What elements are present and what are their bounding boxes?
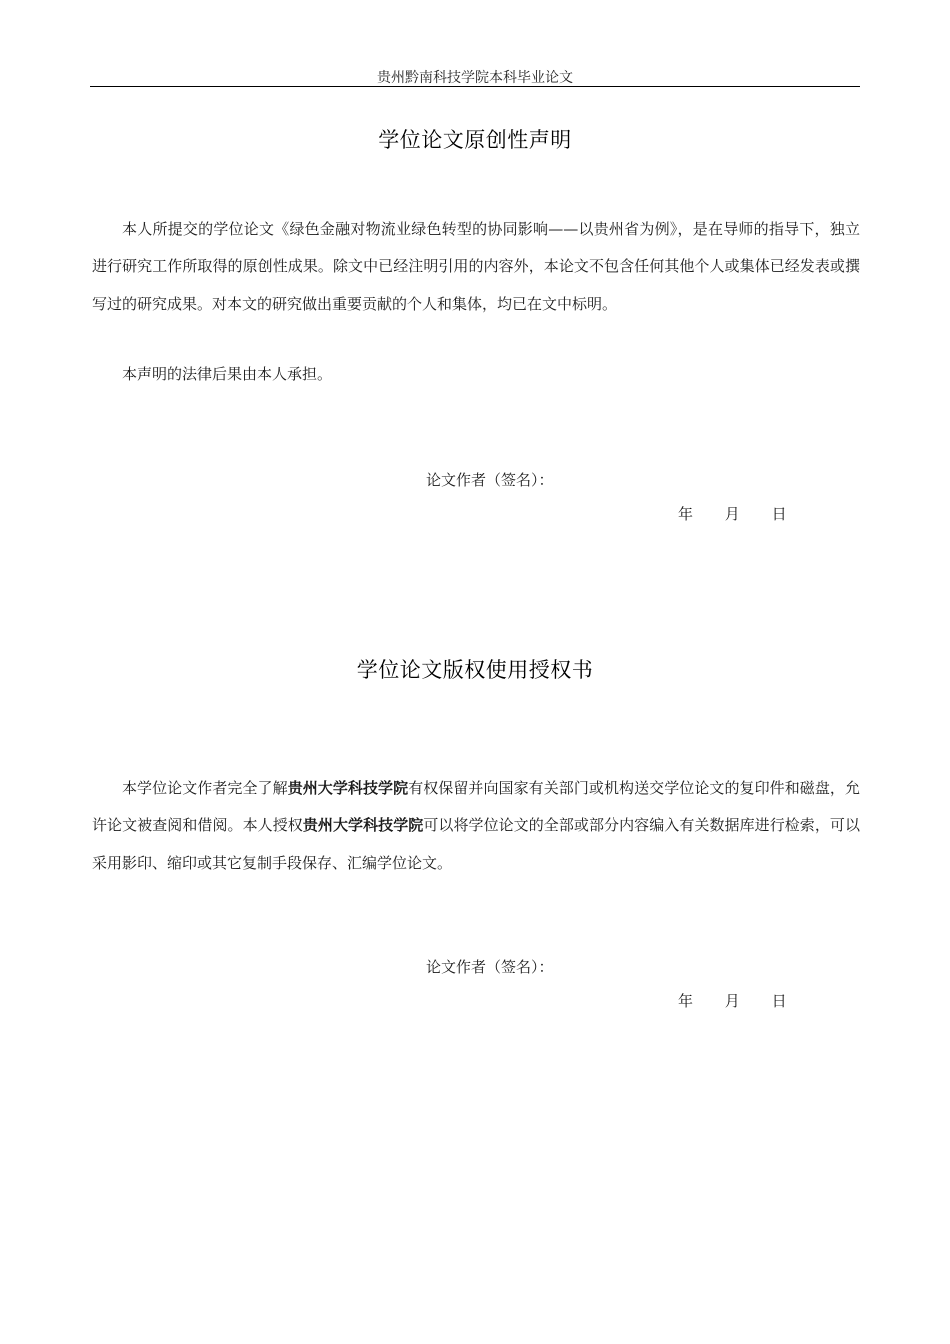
declaration-date xyxy=(678,502,787,526)
authorization-signature-label: 论文作者（签名）： xyxy=(426,958,554,976)
declaration-title: 学位论文原创性声明 xyxy=(378,128,572,152)
date-day-label: 日 xyxy=(771,992,787,1010)
header-rule xyxy=(90,86,860,87)
date-year-label: 年 xyxy=(678,505,694,523)
authorization-body-part3: 可以将学位论文的全部或部分内容编入有关数据库进行检索，可以采用影印、缩印或其它复制手段保存、汇编学位论文。 xyxy=(92,816,860,872)
date-day-label: 日 xyxy=(771,505,787,523)
declaration-signature-label: 论文作者（签名）： xyxy=(426,471,554,489)
declaration-body: 本人所提交的学位论文《绿色金融对物流业绿色转型的协同影响——以贵州省为例》，是在导师的指导下，独立进行研究工作所取得的原创性成果。除文中已经注明引用的内容外，本论文不包含任何其他个人或集体已经发表或撰写过的研究成果。对本文的研究做出重要贡献的个人和集体，均已在文中标明。 xyxy=(92,220,860,313)
declaration-responsibility: 本声明的法律后果由本人承担。 xyxy=(122,365,333,383)
authorization-body-part2: 有权保留并向国家有关部门或机构送交学位论文的复印件和磁盘，允许论文被查阅和借阅。本人授权 xyxy=(92,779,860,835)
institution-name: 贵州大学科技学院 xyxy=(287,779,409,797)
date-month-label: 月 xyxy=(724,992,740,1010)
authorization-date xyxy=(678,989,787,1013)
authorization-title: 学位论文版权使用授权书 xyxy=(356,658,594,682)
authorization-body-part1: 本学位论文作者完全了解 xyxy=(122,779,288,797)
institution-name: 贵州大学科技学院 xyxy=(302,816,424,835)
date-year-label: 年 xyxy=(678,992,694,1010)
authorization-body xyxy=(92,770,860,882)
running-header: 贵州黔南科技学院本科毕业论文 xyxy=(377,70,573,86)
date-month-label: 月 xyxy=(724,505,740,523)
